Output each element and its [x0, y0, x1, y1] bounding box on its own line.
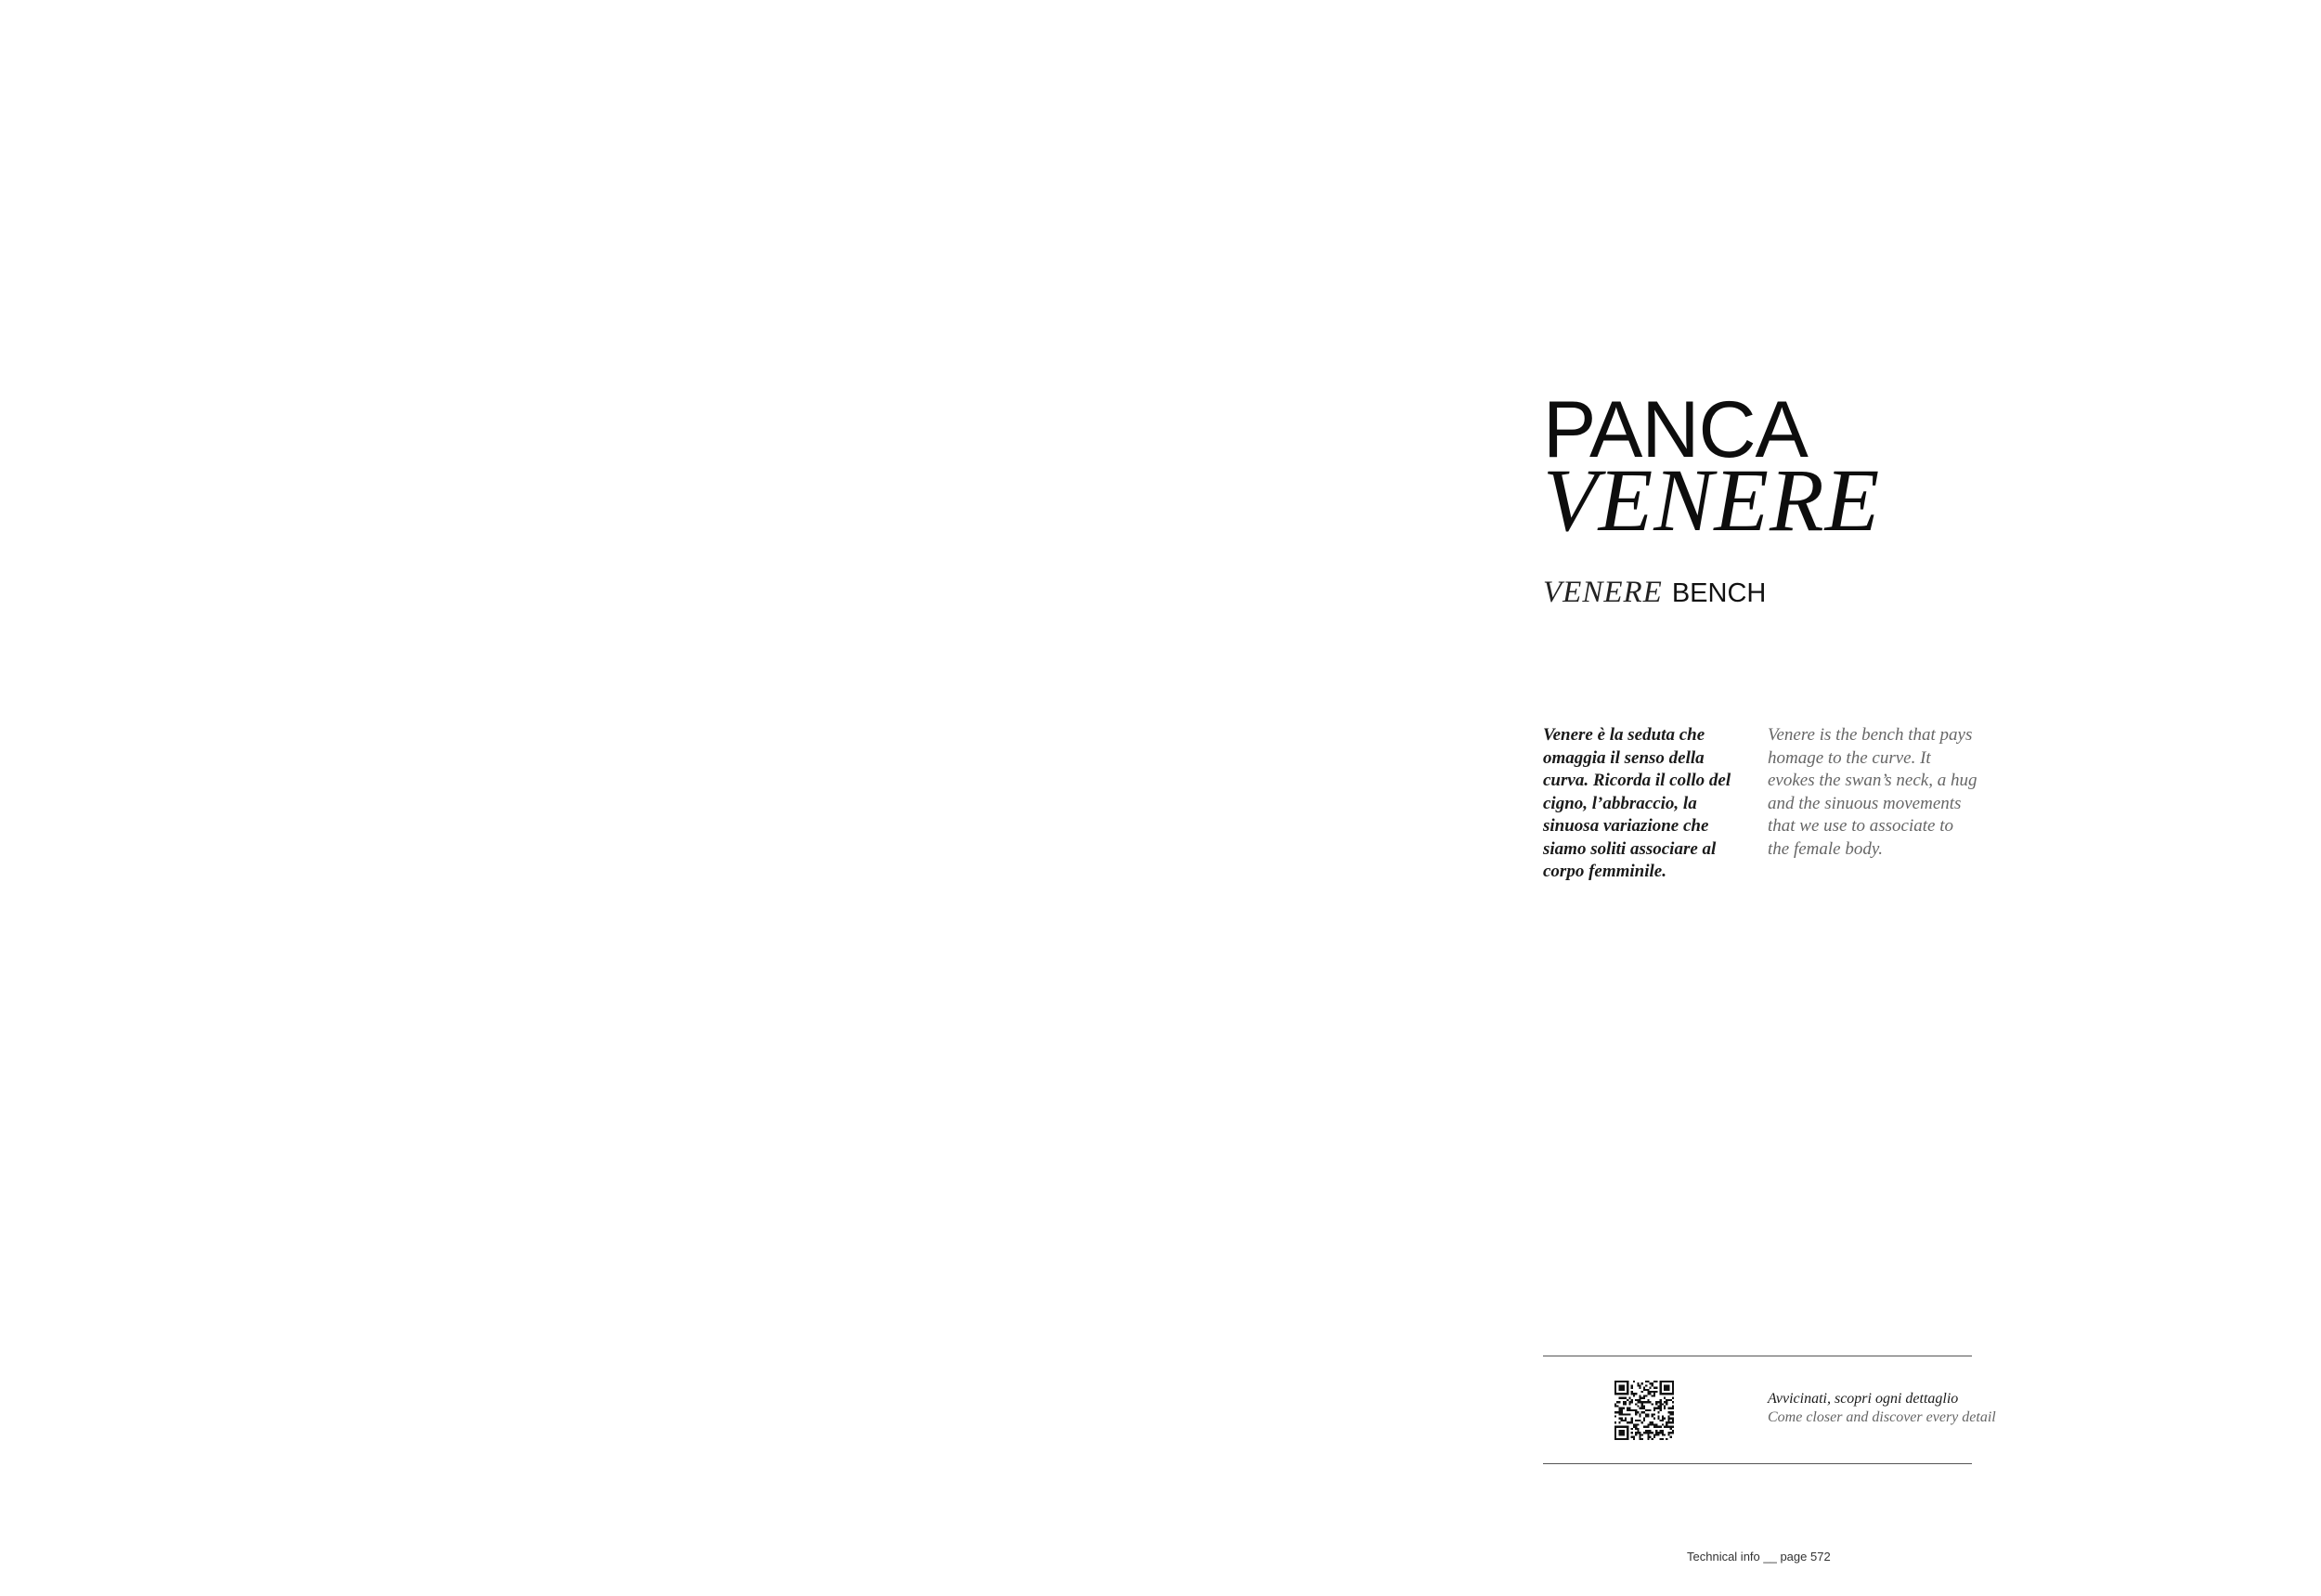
qr-caption [1768, 1390, 1996, 1427]
title-line-1: PANCA [1543, 385, 1808, 474]
subtitle-italic: VENERE [1543, 576, 1663, 609]
title-line-2: VENERE [1543, 450, 1881, 550]
product-subtitle [1543, 576, 1766, 610]
product-title [1543, 385, 2100, 550]
description-italian: Venere è la seduta che omaggia il senso della curva. Ricorda il collo del cigno, l’abbraccio, la sinuosa variazione che siamo soliti associare al corpo femminile. [1543, 725, 1731, 881]
qr-caption-english: Come closer and discover every detail [1768, 1409, 1996, 1425]
technical-info-link[interactable]: Technical info __ page 572 [1687, 1550, 1831, 1564]
divider-bottom [1543, 1463, 1972, 1464]
subtitle-plain: BENCH [1671, 578, 1767, 608]
qr-code-icon[interactable] [1614, 1381, 1674, 1440]
qr-caption-italian: Avvicinati, scopri ogni dettaglio [1768, 1391, 1959, 1407]
description-english: Venere is the bench that pays homage to the curve. It evokes the swan’s neck, a hug and the sinuous movements that we use to associate to the female body. [1768, 725, 1977, 859]
